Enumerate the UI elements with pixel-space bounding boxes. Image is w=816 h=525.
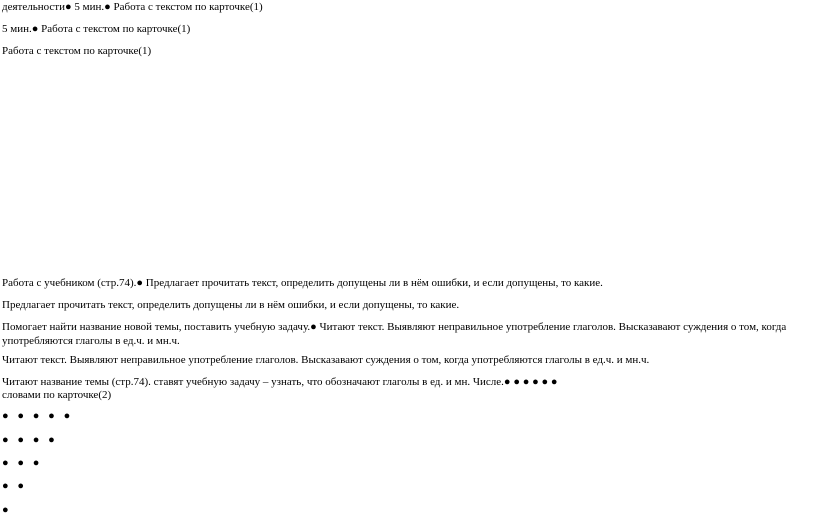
text-line-4: Работа с учебником (стр.74).● Предлагает прочитать текст, определить допущены ли в нём ошибки, и если допущены, то какие. bbox=[2, 277, 603, 289]
text-line-5: Предлагает прочитать текст, определить допущены ли в нём ошибки, и если допущены, то какие. bbox=[2, 299, 460, 311]
text-line-9: словами по карточке(2) bbox=[2, 389, 112, 401]
text-line-3: Работа с текстом по карточке(1) bbox=[2, 45, 152, 57]
bullet-row-2: ● ● bbox=[2, 480, 28, 492]
bullet-row-1: ● bbox=[2, 504, 12, 516]
text-line-6: Помогает найти название новой темы, поставить учебную задачу.● Читают текст. Выявляют неправильное употребление глаголов. Высказавают суждения о том, когда употребляются глаголы в ед.ч. и мн.ч. bbox=[2, 321, 787, 347]
text-line-7: Читают текст. Выявляют неправильное употребление глаголов. Высказавают суждения о том, когда употребляются глаголы в ед.ч. и мн.ч. bbox=[2, 354, 650, 366]
text-line-2: 5 мин.● Работа с текстом по карточке(1) bbox=[2, 23, 191, 35]
bullet-row-5: ● ● ● ● ● bbox=[2, 410, 74, 422]
text-line-1: деятельности● 5 мин.● Работа с текстом по карточке(1) bbox=[2, 1, 263, 13]
text-line-8: Читают название темы (стр.74). ставят учебную задачу – узнать, что обозначают глаголы в ед. и мн. Числе.● ● ● ● ● ● bbox=[2, 376, 558, 388]
bullet-row-3: ● ● ● bbox=[2, 457, 43, 469]
bullet-row-4: ● ● ● ● bbox=[2, 434, 58, 446]
